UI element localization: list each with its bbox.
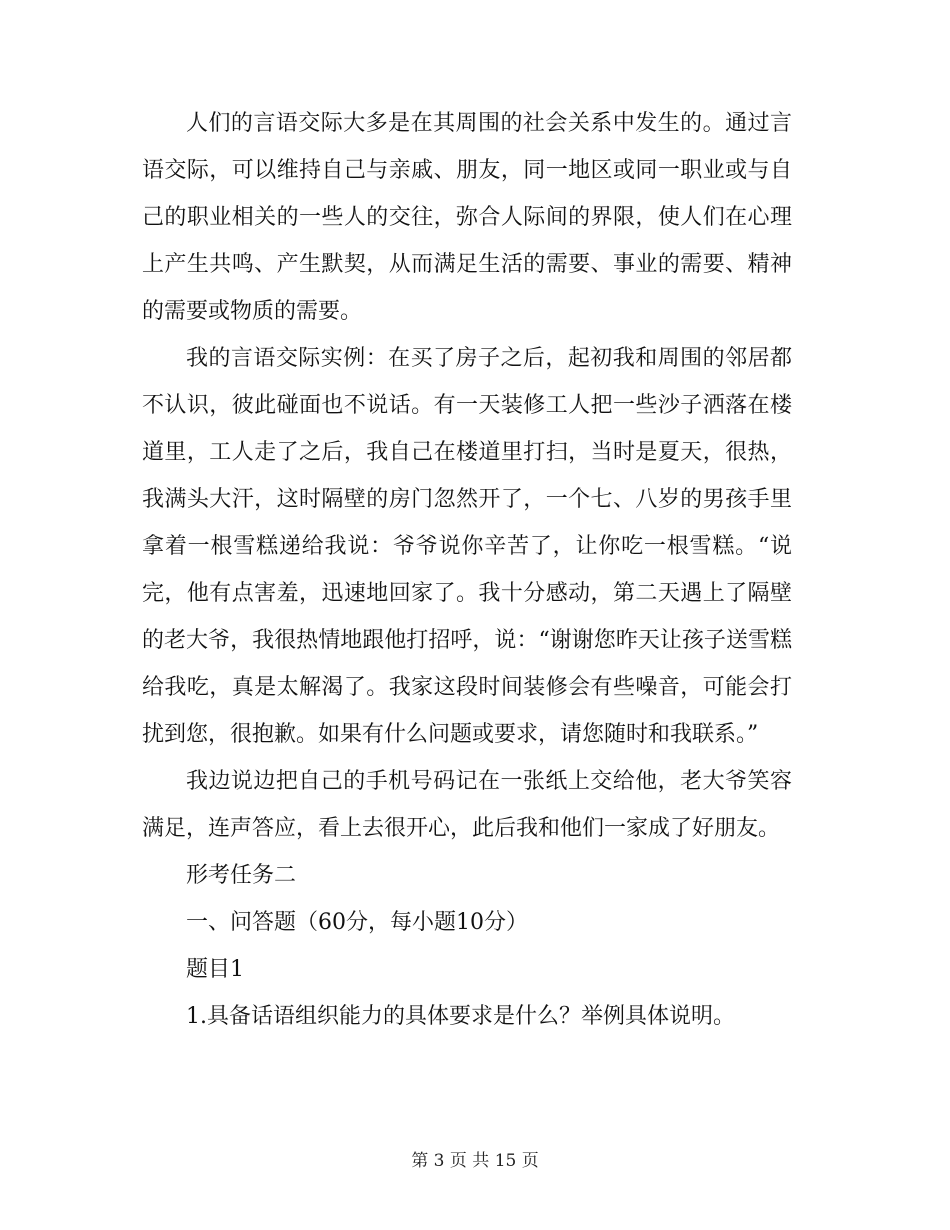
paragraph-conclusion: 我边说边把自己的手机号码记在一张纸上交给他，老大爷笑容满足，连声答应，看上去很开心，此后我和他们一家成了好朋友。 (142, 769, 792, 841)
section-heading: 形考任务二 (186, 863, 297, 888)
question-text: 1.具备话语组织能力的具体要求是什么？举例具体说明。 (186, 1004, 735, 1029)
question-number: 题目1 (186, 957, 244, 982)
question-section-title: 一、问答题（60分，每小题10分） (186, 910, 528, 935)
page-footer: 第 3 页 共 15 页 (411, 1151, 539, 1171)
paragraph-intro: 人们的言语交际大多是在其周围的社会关系中发生的。通过言语交际，可以维持自己与亲戚、朋友，同一地区或同一职业或与自己的职业相关的一些人的交往，弥合人际间的界限，使人们在心理上产生共鸣、产生默契，从而满足生活的需要、事业的需要、精神的需要或物质的需要。 (142, 111, 792, 324)
document-page (142, 100, 792, 1040)
paragraph-example: 我的言语交际实例：在买了房子之后，起初我和周围的邻居都不认识，彼此碰面也不说话。有一天装修工人把一些沙子洒落在楼道里，工人走了之后，我自己在楼道里打扫，当时是夏天，很热，我满头大汗，这时隔壁的房门忽然开了，一个七、八岁的男孩手里拿着一根雪糕递给我说：爷爷说你辛苦了，让你吃一根雪糕。“说完，他有点害羞，迅速地回家了。我十分感动，第二天遇上了隔壁的老大爷，我很热情地跟他打招呼，说：“谢谢您昨天让孩子送雪糕给我吃，真是太解渴了。我家这段时间装修会有些噪音，可能会打扰到您，很抱歉。如果有什么问题或要求，请您随时和我联系。” (142, 346, 792, 747)
